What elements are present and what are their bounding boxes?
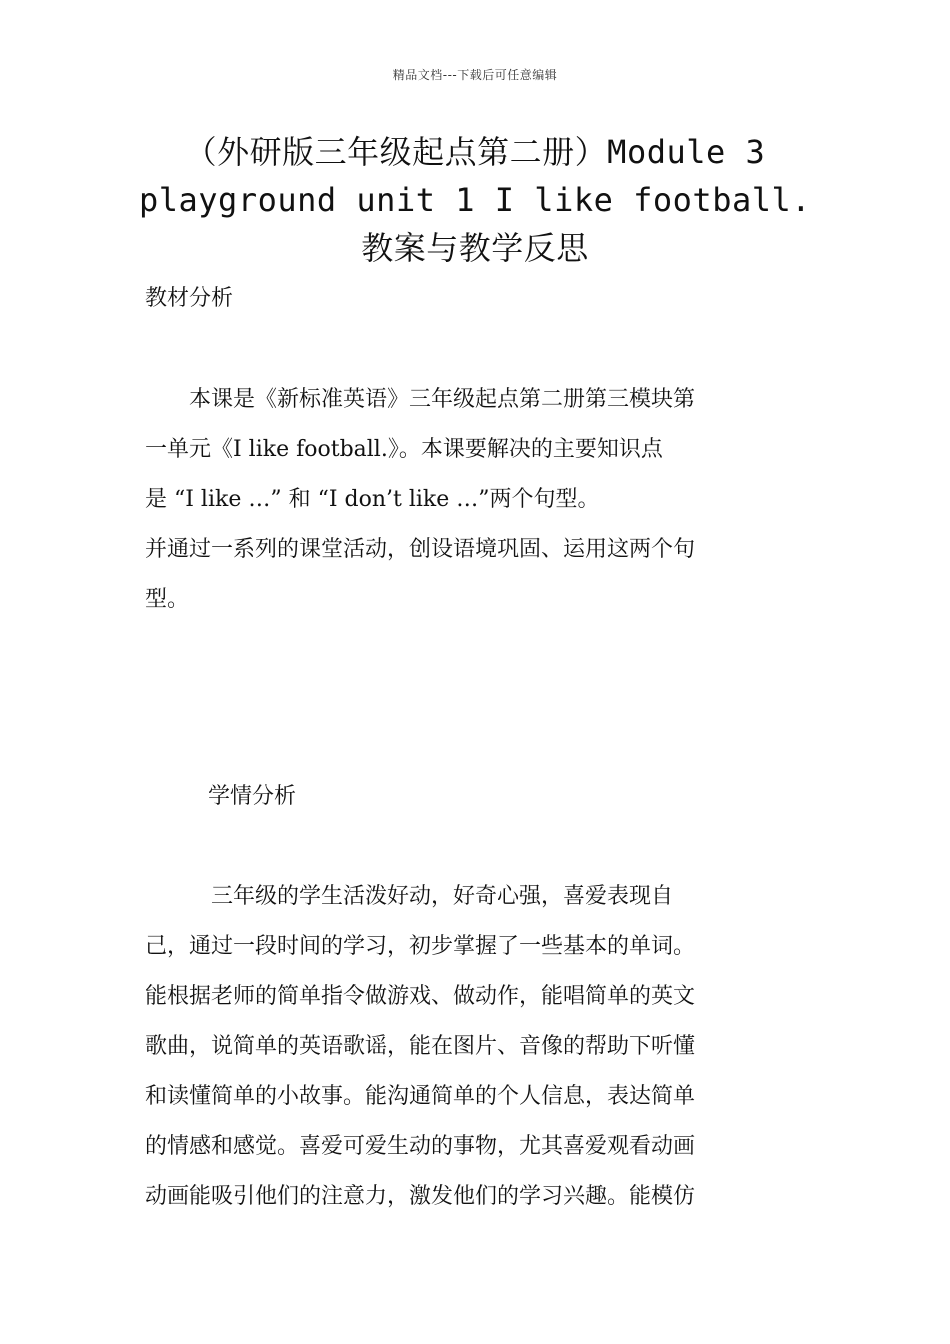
paragraph-line: 并通过一系列的课堂活动，创设语境巩固、运用这两个句 (145, 537, 696, 562)
paragraph-line: 一单元《I like football.》。本课要解决的主要知识点 (145, 437, 663, 462)
document-header-note: 精品文档---下载后可任意编辑 (392, 68, 558, 82)
textbook-analysis-paragraph (145, 375, 805, 625)
paragraph-line: 歌曲，说简单的英语歌谣，能在图片、音像的帮助下听懂 (145, 1034, 696, 1059)
paragraph-line: 己，通过一段时间的学习，初步掌握了一些基本的单词。 (145, 934, 696, 959)
title-line: 教案与教学反思 (361, 229, 589, 267)
student-analysis-paragraph (145, 872, 805, 1222)
paragraph-line: 三年级的学生活泼好动，好奇心强，喜爱表现自 (145, 884, 674, 909)
paragraph-line: 的情感和感觉。喜爱可爱生动的事物，尤其喜爱观看动画 (145, 1134, 696, 1159)
paragraph-line: 动画能吸引他们的注意力，激发他们的学习兴趣。能模仿 (145, 1184, 696, 1209)
section-heading-student-analysis: 学情分析 (208, 784, 297, 809)
paragraph-line: 是 “I like …” 和 “I don’t like …”两个句型。 (145, 487, 600, 512)
paragraph-line: 型。 (145, 587, 190, 612)
paragraph-line: 本课是《新标准英语》三年级起点第二册第三模块第 (145, 387, 696, 412)
document-title (120, 128, 830, 272)
paragraph-line: 能根据老师的简单指令做游戏、做动作，能唱简单的英文 (145, 984, 696, 1009)
section-heading-textbook-analysis: 教材分析 (145, 286, 234, 311)
title-line: playground unit 1 I like football. (138, 181, 812, 219)
paragraph-line: 和读懂简单的小故事。能沟通简单的个人信息，表达简单 (145, 1084, 696, 1109)
title-line: （外研版三年级起点第二册）Module 3 (184, 133, 766, 171)
